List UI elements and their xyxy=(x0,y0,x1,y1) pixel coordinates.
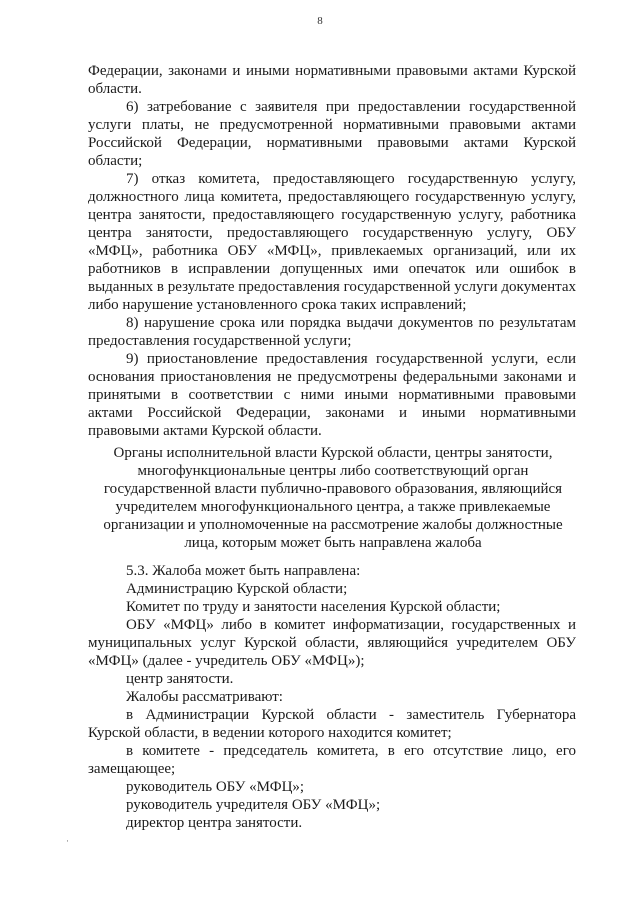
section-heading xyxy=(92,444,574,552)
heading-line: лица, которым может быть направлена жалоба xyxy=(184,535,482,551)
page-number: 8 xyxy=(317,15,323,27)
heading-line: Органы исполнительной власти Курской области, центры занятости, xyxy=(113,445,553,461)
violation-paragraph: Федерации, законами и иными нормативными правовыми актами Курской области. xyxy=(88,63,576,97)
recipient-paragraph: Жалобы рассматривают: xyxy=(126,689,283,705)
recipient-paragraph: Комитет по труду и занятости населения Курской области; xyxy=(126,599,501,615)
recipient-paragraph: директор центра занятости. xyxy=(126,815,303,831)
heading-line: государственной власти публично-правового образования, являющийся xyxy=(103,481,563,497)
heading-line: многофункциональные центры либо соответствующий орган xyxy=(137,463,529,479)
recipient-paragraph: ОБУ «МФЦ» либо в комитет информатизации, государственных и муниципальных услуг Курской области, являющийся учредителем ОБУ «МФЦ» (далее - учредитель ОБУ «МФЦ»); xyxy=(88,617,576,669)
recipient-paragraph: центр занятости. xyxy=(126,671,234,687)
text-block-violations xyxy=(88,62,576,440)
violation-paragraph: 8) нарушение срока или порядка выдачи документов по результатам предоставления государственной услуги; xyxy=(88,315,576,349)
violation-paragraph: 9) приостановление предоставления государственной услуги, если основания приостановления не предусмотрены федеральными законами и принятыми в соответствии с ними иными нормативными правовыми актами Российской Федерации, законами и иными нормативными правовыми актами Курской области. xyxy=(88,351,576,439)
violation-paragraph: 7) отказ комитета, предоставляющего государственную услугу, должностного лица комитета, предоставляющего государственную услугу, центра занятости, предоставляющего государственную услугу, работника центра занятости, предоставляющего государственную услугу, ОБУ «МФЦ», работника ОБУ «МФЦ», привлекаемых организаций, или их работников в исправлении допущенных ими опечаток или ошибок в выданных в результате предоставления государственной услуги документах либо нарушение установленного срока таких исправлений; xyxy=(88,171,576,313)
recipient-paragraph: Администрацию Курской области; xyxy=(126,581,348,597)
scan-speck: · xyxy=(66,836,69,846)
heading-line: учредителем многофункционального центра, а также привлекаемые xyxy=(115,499,551,515)
text-block-complaint-recipients xyxy=(88,562,576,832)
heading-line: организации и уполномоченные на рассмотрение жалобы должностные xyxy=(103,517,563,533)
recipient-paragraph: 5.3. Жалоба может быть направлена: xyxy=(126,563,361,579)
recipient-paragraph: руководитель ОБУ «МФЦ»; xyxy=(126,779,305,795)
recipient-paragraph: в Администрации Курской области - заместитель Губернатора Курской области, в ведении которого находится комитет; xyxy=(88,707,576,741)
recipient-paragraph: в комитете - председатель комитета, в его отсутствие лицо, его замещающее; xyxy=(88,743,576,777)
violation-paragraph: 6) затребование с заявителя при предоставлении государственной услуги платы, не предусмотренной нормативными правовыми актами Российской Федерации, нормативными правовыми актами Курской области; xyxy=(88,99,576,169)
recipient-paragraph: руководитель учредителя ОБУ «МФЦ»; xyxy=(126,797,381,813)
